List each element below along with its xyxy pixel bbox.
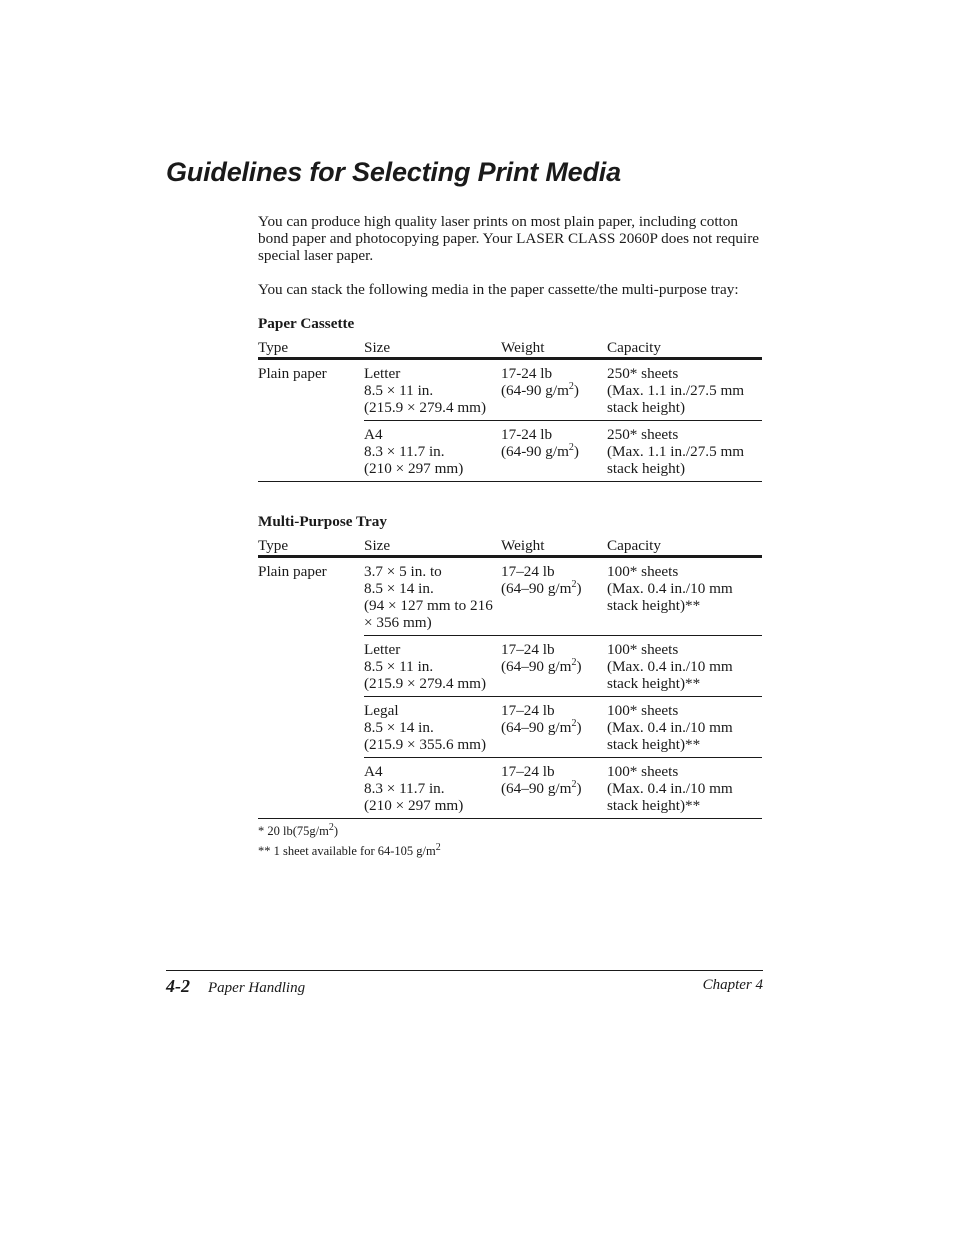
section-name: Paper Handling [208,980,306,996]
header-weight: Weight [501,335,607,359]
mptray-table-title: Multi-Purpose Tray [258,513,387,530]
capacity-cell: 250* sheets (Max. 1.1 in./27.5 mm stack height) [607,359,762,421]
header-type: Type [258,533,364,557]
header-weight: Weight [501,533,607,557]
type-cell: Plain paper [258,557,364,819]
cassette-table [258,335,762,482]
page-title: Guidelines for Selecting Print Media [166,157,621,187]
footnote: * 20 $lb(75g/m^2)$ [258,821,339,838]
capacity-cell: 100* sheets (Max. 0.4 in./10 mm stack height)** [607,636,762,697]
table-row [258,359,762,421]
intro-paragraph-2: You can stack the following media in the paper cassette/the multi-purpose tray: [258,281,739,298]
header-size: Size [364,335,501,359]
footnotes [258,821,763,861]
size-cell: 3.7 × 5 in. to 8.5 × 14 in. (94 × 127 mm to 216 × 356 mm) [364,557,501,636]
weight-cell: 17–24 lb (64–90 $g/m^2$) [501,697,607,758]
cassette-table-title: Paper Cassette [258,315,355,332]
capacity-cell: 100* sheets (Max. 0.4 in./10 mm stack height)** [607,557,762,636]
capacity-cell: 100* sheets (Max. 0.4 in./10 mm stack height)** [607,697,762,758]
footnote: ** 1 sheet available for 64-105 $g/m^2$ [258,841,441,858]
weight-cell: 17–24 lb (64–90 $g/m^2$) [501,557,607,636]
page-number: 4-2 [166,976,190,996]
table-header-row [258,533,762,557]
weight-cell: 17–24 lb (64–90 $g/m^2$) [501,758,607,819]
weight-cell: 17-24 lb (64-90 $g/m^2$) [501,359,607,421]
size-cell: Letter 8.5 × 11 in. (215.9 × 279.4 mm) [364,636,501,697]
size-cell: A4 8.3 × 11.7 in. (210 × 297 mm) [364,758,501,819]
table-row [258,557,762,636]
body-content [258,213,763,861]
header-capacity: Capacity [607,533,762,557]
capacity-cell: 250* sheets (Max. 1.1 in./27.5 mm stack height) [607,421,762,482]
weight-cell: 17-24 lb (64-90 $g/m^2$) [501,421,607,482]
page-footer [166,970,763,997]
intro-paragraph-1: You can produce high quality laser prints on most plain paper, including cotton bond paper and photocopying paper. Your LASER CLASS 2060P does not require special laser paper. [258,213,760,264]
type-cell: Plain paper [258,359,364,482]
size-cell: Letter 8.5 × 11 in. (215.9 × 279.4 mm) [364,359,501,421]
capacity-cell: 100* sheets (Max. 0.4 in./10 mm stack height)** [607,758,762,819]
chapter-label: Chapter 4 [702,977,763,993]
mptray-table [258,533,762,819]
size-cell: A4 8.3 × 11.7 in. (210 × 297 mm) [364,421,501,482]
weight-cell: 17–24 lb (64–90 $g/m^2$) [501,636,607,697]
size-cell: Legal 8.5 × 14 in. (215.9 × 355.6 mm) [364,697,501,758]
table-header-row [258,335,762,359]
header-size: Size [364,533,501,557]
header-type: Type [258,335,364,359]
header-capacity: Capacity [607,335,762,359]
